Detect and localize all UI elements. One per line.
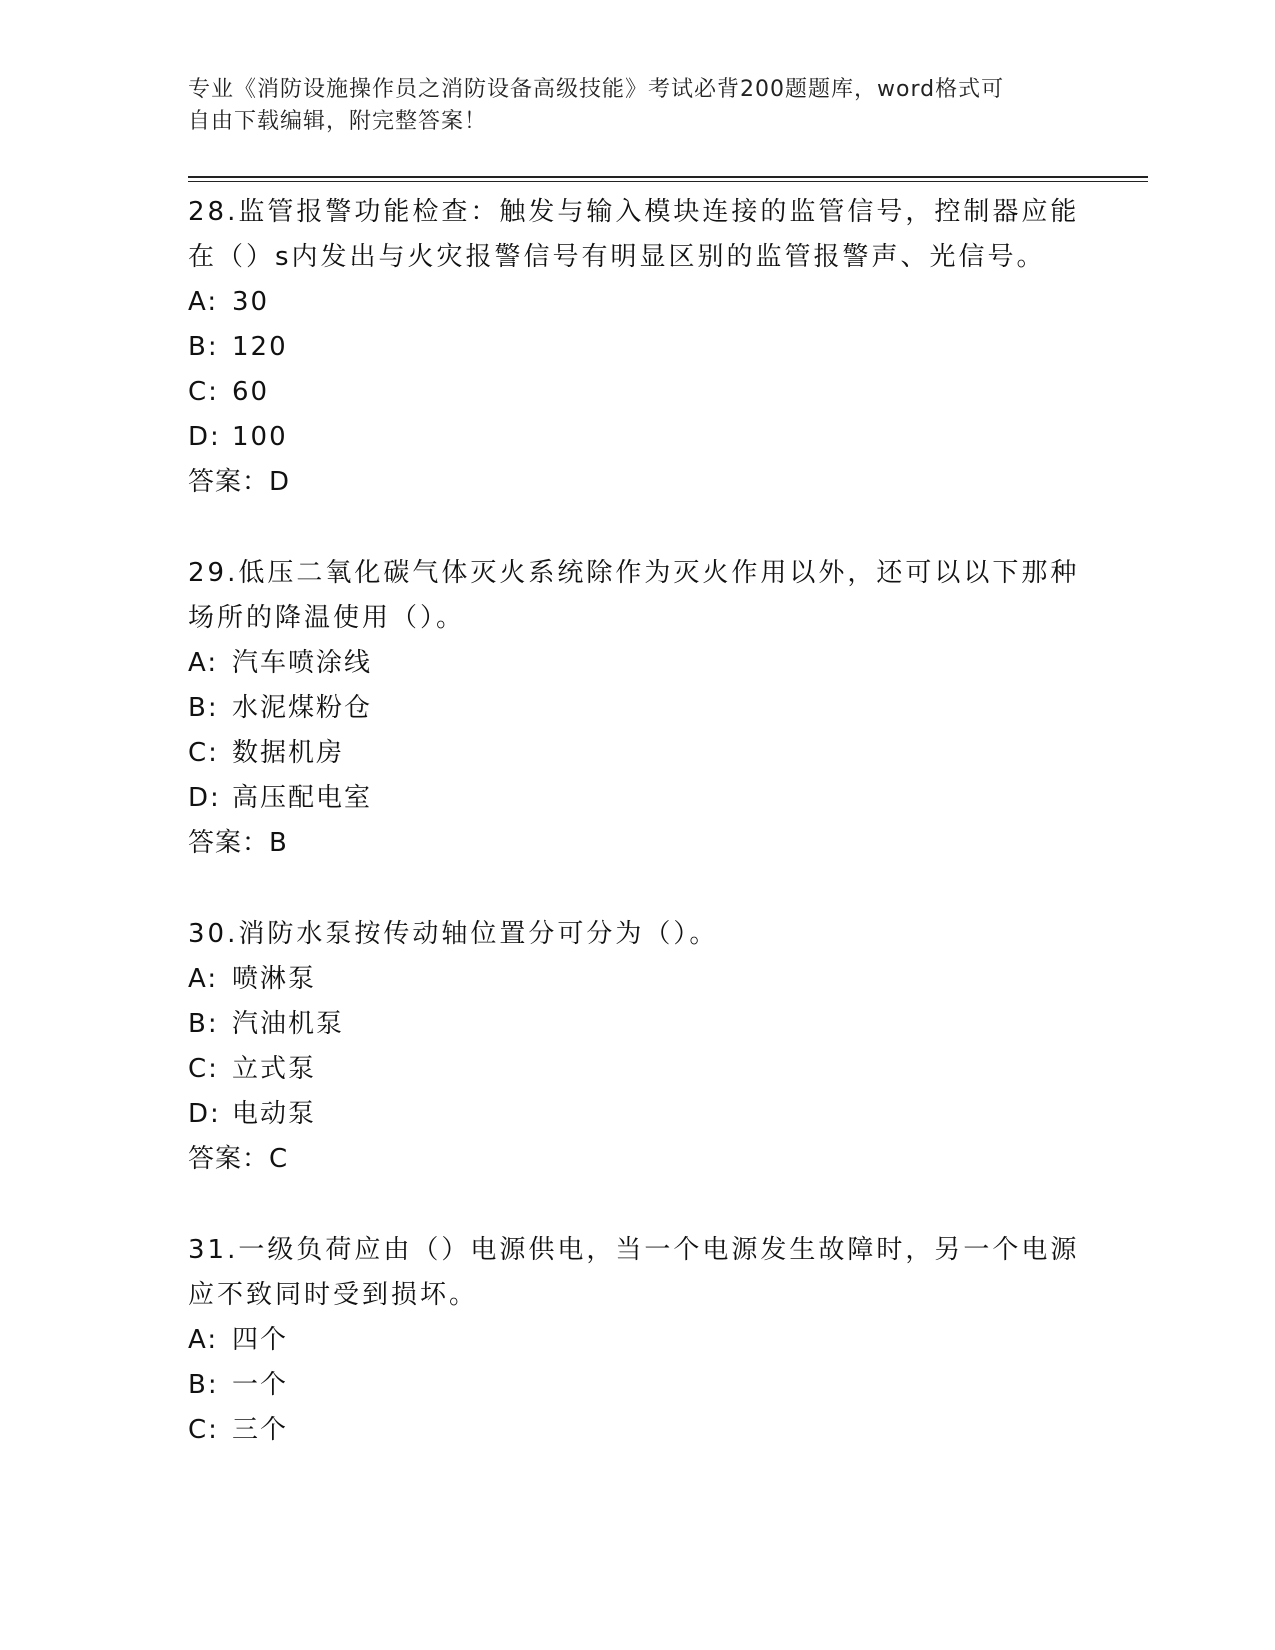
document-header: [188, 74, 1068, 138]
answer-line: 答案：B: [188, 828, 288, 858]
question-30: [188, 912, 1088, 1182]
option-a: [188, 957, 1088, 1002]
option-key: C:: [188, 377, 219, 407]
option-key: D:: [188, 422, 221, 452]
question-stem: 31.一级负荷应由（）电源供电，当一个电源发生故障时，另一个电源应不致同时受到损坏。: [188, 1235, 1080, 1310]
option-c: [188, 1047, 1088, 1092]
option-key: C:: [188, 1415, 219, 1445]
question-29: [188, 551, 1088, 866]
question-stem: 28.监管报警功能检查：触发与输入模块连接的监管信号，控制器应能在（）s内发出与火灾报警信号有明显区别的监管报警声、光信号。: [188, 197, 1080, 272]
option-key: A:: [188, 648, 219, 678]
option-text: 水泥煤粉仓: [232, 693, 373, 723]
option-key: D:: [188, 1099, 221, 1129]
option-key: B:: [188, 1370, 219, 1400]
option-d: [188, 776, 1088, 821]
option-b: [188, 1363, 1088, 1408]
question-31: [188, 1228, 1088, 1453]
option-text: 数据机房: [232, 738, 345, 768]
option-b: [188, 325, 1088, 370]
option-b: [188, 1002, 1088, 1047]
option-d: [188, 1092, 1088, 1137]
option-key: B:: [188, 693, 219, 723]
option-d: [188, 415, 1088, 460]
question-stem: 30.消防水泵按传动轴位置分可分为（）。: [188, 919, 719, 949]
option-text: 三个: [232, 1415, 289, 1445]
option-a: [188, 1318, 1088, 1363]
question-stem: 29.低压二氧化碳气体灭火系统除作为灭火作用以外，还可以以下那种场所的降温使用（）。: [188, 558, 1080, 633]
option-text: 立式泵: [232, 1054, 317, 1084]
option-c: [188, 731, 1088, 776]
question-list: [188, 190, 1088, 1499]
option-key: D:: [188, 783, 221, 813]
answer-line: 答案：D: [188, 467, 291, 497]
option-text: 一个: [232, 1370, 289, 1400]
option-text: 汽车喷涂线: [232, 648, 373, 678]
header-divider: [188, 176, 1148, 182]
option-key: A:: [188, 1325, 219, 1355]
option-key: C:: [188, 1054, 219, 1084]
option-key: B:: [188, 1009, 219, 1039]
option-text: 100: [232, 422, 288, 452]
option-text: 电动泵: [232, 1099, 317, 1129]
option-key: A:: [188, 964, 219, 994]
option-key: C:: [188, 738, 219, 768]
option-text: 四个: [232, 1325, 289, 1355]
option-a: [188, 641, 1088, 686]
option-text: 汽油机泵: [232, 1009, 345, 1039]
option-key: B:: [188, 332, 219, 362]
option-c: [188, 1408, 1088, 1453]
option-a: [188, 280, 1088, 325]
option-key: A:: [188, 287, 219, 317]
option-c: [188, 370, 1088, 415]
answer-line: 答案：C: [188, 1144, 289, 1174]
option-text: 30: [232, 287, 270, 317]
option-text: 高压配电室: [232, 783, 373, 813]
option-text: 60: [232, 377, 270, 407]
option-text: 喷淋泵: [232, 964, 317, 994]
option-b: [188, 686, 1088, 731]
header-line-1: 专业《消防设施操作员之消防设备高级技能》考试必背200题题库，word格式可: [188, 77, 1005, 102]
option-text: 120: [232, 332, 288, 362]
header-line-2: 自由下载编辑，附完整答案！: [188, 109, 488, 134]
question-28: [188, 190, 1088, 505]
